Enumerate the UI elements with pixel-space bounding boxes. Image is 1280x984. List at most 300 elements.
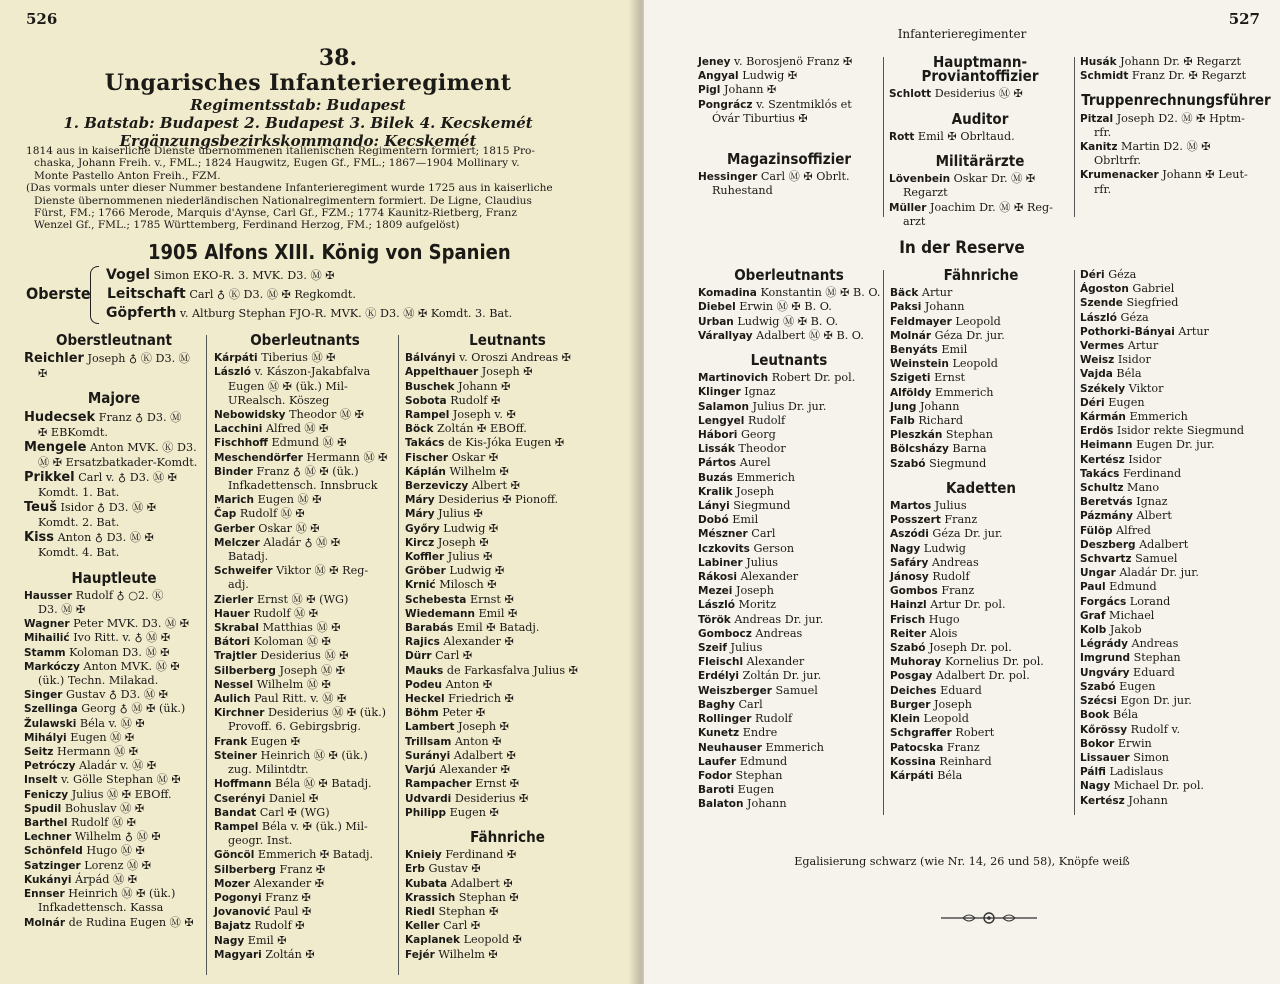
- person-details: Árpád Ⓜ ✠: [74, 872, 138, 886]
- person-details: Joseph ✠: [458, 720, 510, 734]
- person-surname: Schlott: [889, 88, 932, 101]
- person-surname: Spudil: [24, 802, 62, 815]
- list-item: [1080, 382, 1272, 396]
- person-details: Joseph: [736, 484, 775, 498]
- column-reserve-1: [698, 268, 880, 812]
- person-surname: Molnár: [24, 916, 66, 929]
- list-item: [405, 522, 610, 536]
- person-details: Aladár ♁ Ⓜ ✠: [263, 535, 341, 549]
- list-item: [24, 351, 204, 367]
- person-surname: Reiter: [890, 627, 927, 640]
- person-surname: Heckel: [405, 693, 445, 706]
- list-item: [24, 859, 204, 873]
- list-item: [214, 749, 396, 763]
- person-surname: Kirchner: [214, 707, 265, 720]
- person-surname: Husák: [1080, 56, 1117, 68]
- person-details: Edmund: [739, 754, 788, 768]
- person-surname: Kőrössy: [1080, 723, 1128, 736]
- person-surname: Falb: [890, 415, 915, 428]
- person-details: Moritz: [738, 598, 777, 612]
- oberste-list: [106, 266, 512, 323]
- person-details: Emil: [732, 513, 759, 527]
- person-details: Géza Dr. jur.: [934, 328, 1005, 342]
- person-surname: Erdélyi: [698, 670, 740, 683]
- person-surname: Silberberg: [214, 863, 276, 876]
- list-item: [698, 55, 880, 69]
- person-surname: Schönfeld: [24, 845, 83, 858]
- list-item: [1080, 623, 1272, 637]
- column-reserve-2: [890, 268, 1072, 783]
- person-details: Eugen ✠: [449, 805, 499, 819]
- section-heading: Magazinsoffizier: [726, 150, 852, 169]
- person-surname: Keller: [405, 920, 440, 933]
- person-details: Mano: [1127, 481, 1160, 495]
- list-item: [1080, 396, 1272, 410]
- list-item: [1080, 680, 1272, 694]
- left-page: [0, 0, 636, 984]
- person-surname: Skrabal: [214, 622, 260, 635]
- person-details: Aurel: [739, 456, 771, 470]
- person-surname: Mauks: [405, 664, 444, 677]
- list-item: [24, 844, 204, 858]
- person-surname: Dobó: [698, 514, 729, 527]
- list-item: [890, 698, 1072, 712]
- right-page: [644, 0, 1280, 984]
- list-item: [405, 891, 610, 905]
- person-surname: Trajtler: [214, 650, 257, 663]
- list-item: [405, 806, 610, 820]
- person-details: Andreas Dr. jur.: [734, 612, 824, 626]
- person-details: Andreas: [1131, 637, 1179, 651]
- person-details: Artur: [1127, 339, 1159, 353]
- list-item: [1080, 495, 1272, 509]
- person-surname: Pothorki-Bányai: [1080, 325, 1175, 338]
- person-surname: Silberberg: [214, 664, 276, 677]
- person-details: Leopold: [923, 712, 969, 726]
- person-details: Carl ✠ (WG): [259, 805, 330, 819]
- person-details: Stephan ✠: [458, 890, 519, 904]
- person-details: Johann Dr. ✠ Regarzt: [1120, 55, 1241, 68]
- person-details: Johann ✠ Leut-: [1162, 168, 1248, 182]
- person-surname: Steiner: [214, 749, 258, 762]
- person-details: Michael: [1109, 608, 1155, 622]
- person-details: Zoltán ✠ EBOff.: [437, 422, 527, 436]
- list-item: [1080, 794, 1272, 808]
- person-details: Emil: [941, 343, 968, 357]
- list-item: [214, 564, 396, 578]
- person-details: Siegmund: [733, 499, 791, 513]
- entry-continuation: Ⓜ ✠ Ersatzbatkader-Komdt.: [38, 455, 198, 469]
- person-details: Samuel: [775, 683, 818, 697]
- list-item: [698, 783, 880, 797]
- person-details: Isidor: [1128, 452, 1162, 466]
- person-details: Alfred: [1116, 523, 1151, 537]
- list-item: [405, 351, 610, 365]
- list-item: [1080, 723, 1272, 737]
- person-details: Julius: [730, 641, 763, 655]
- list-item: [890, 755, 1072, 769]
- regiment-history: [26, 145, 594, 232]
- section-heading: Leutnants: [750, 351, 828, 370]
- list-item: [1080, 353, 1272, 367]
- person-surname: Beretvás: [1080, 496, 1133, 509]
- list-item: [890, 627, 1072, 641]
- person-surname: Vermes: [1080, 340, 1125, 353]
- person-surname: Erdös: [1080, 425, 1114, 438]
- person-surname: Neuhauser: [698, 741, 762, 754]
- person-surname: Udvardi: [405, 792, 452, 805]
- person-details: Artur: [1178, 324, 1209, 338]
- person-details: Stephan: [1133, 651, 1181, 665]
- list-item: [214, 706, 396, 720]
- list-item: [890, 357, 1072, 371]
- person-surname: Máry: [405, 508, 435, 521]
- person-surname: Gerber: [214, 522, 255, 535]
- person-surname: Lengyel: [698, 414, 745, 427]
- list-item: [1080, 367, 1272, 381]
- column-leutnants: [405, 333, 610, 962]
- section-heading: Fähnriche: [470, 827, 545, 846]
- person-surname: Magyari: [214, 948, 262, 961]
- person-details: Albert: [1136, 509, 1172, 523]
- person-surname: Urban: [698, 315, 734, 328]
- person-surname: Szabó: [890, 457, 926, 470]
- person-surname: Paksi: [890, 301, 922, 314]
- list-item: [214, 891, 396, 905]
- person-surname: Appelthauer: [405, 366, 479, 379]
- person-surname: Fejér: [405, 948, 435, 961]
- person-details: Siegmund: [929, 456, 987, 470]
- list-item: [405, 635, 610, 649]
- list-item: [214, 919, 396, 933]
- person-details: Géza Dr. jur.: [932, 527, 1003, 541]
- entry-continuation: adj.: [228, 578, 249, 592]
- spacer: [698, 126, 880, 134]
- person-surname: Nebowidsky: [214, 409, 286, 422]
- oberst-entry: [107, 285, 512, 304]
- person-surname: Pitzal: [1080, 112, 1114, 125]
- list-item: [405, 919, 610, 933]
- column-top-2: [889, 55, 1071, 229]
- person-details: v. Oroszi Andreas ✠: [459, 351, 571, 365]
- person-details: Ladislaus: [1109, 765, 1164, 779]
- person-details: Desiderius ✠ Pionoff.: [438, 493, 559, 507]
- person-details: Emil ✠ Batadj.: [456, 621, 540, 635]
- list-item: [214, 649, 396, 663]
- person-surname: Böck: [405, 423, 434, 436]
- person-surname: Rollinger: [698, 713, 752, 726]
- list-item: [1080, 751, 1272, 765]
- person-surname: Bäck: [890, 287, 919, 300]
- egalisierung-note: Egalisierung schwarz (wie Nr. 14, 26 und 58), Knöpfe weiß: [794, 855, 1130, 868]
- list-item: [890, 655, 1072, 669]
- person-surname: Knieiy: [405, 849, 442, 862]
- person-details: Isidor ♁ D3. Ⓜ ✠: [60, 501, 157, 515]
- person-details: Hugo Ⓜ ✠: [86, 844, 145, 858]
- list-item: [1080, 694, 1272, 708]
- section-heading: Oberleutnants: [250, 331, 360, 349]
- list-item: [24, 702, 204, 716]
- person-details: Oskar ✠: [451, 450, 499, 464]
- person-surname: Hausser: [24, 589, 73, 602]
- page-number: 526: [26, 10, 58, 28]
- list-item: [1080, 538, 1272, 552]
- list-item: [698, 428, 880, 442]
- person-details: Carl Ⓜ ✠ Obrlt.: [760, 170, 850, 184]
- person-surname: Kaplanek: [405, 934, 461, 947]
- person-surname: Buschek: [405, 380, 455, 393]
- list-item: [24, 816, 204, 830]
- section-heading: Auditor: [951, 109, 1009, 128]
- person-surname: Gombos: [890, 585, 938, 598]
- person-details: Kornelius Dr. pol.: [944, 655, 1044, 669]
- person-surname: Pleszkán: [890, 429, 943, 442]
- person-details: Barna: [952, 442, 987, 456]
- person-details: Franz: [944, 513, 978, 527]
- list-item: [405, 763, 610, 777]
- person-surname: Fülöp: [1080, 524, 1113, 537]
- person-details: de Kis-Jóka Eugen ✠: [448, 436, 565, 450]
- list-item: [1080, 140, 1272, 154]
- person-details: Desiderius ✠: [454, 791, 529, 805]
- person-details: Joseph ♁ Ⓚ D3. Ⓜ: [87, 352, 190, 366]
- entry-continuation: Regarzt: [903, 186, 948, 200]
- person-surname: Dürr: [405, 650, 432, 663]
- person-details: Ludwig ✠: [449, 564, 505, 578]
- person-surname: Baghy: [698, 698, 735, 711]
- list-item: [698, 315, 880, 329]
- person-details: Anton ✠: [454, 734, 502, 748]
- list-item: [214, 934, 396, 948]
- person-details: Anton ✠: [445, 677, 493, 691]
- list-item: [698, 741, 880, 755]
- list-item: [890, 669, 1072, 683]
- person-details: Carl v. ♁ D3. Ⓜ ✠: [78, 471, 178, 485]
- person-details: Alexander ✠: [253, 876, 325, 890]
- list-item: [24, 745, 204, 759]
- person-details: Alfred Ⓜ ✠: [265, 422, 329, 436]
- history-line: Wenzel Gf., FML.; 1785 Württemberg, Ferdinand Herzog, FM.; 1809 aufgelöst): [34, 219, 460, 232]
- person-details: Rudolf Ⓜ ✠: [253, 606, 319, 620]
- list-item: [214, 465, 396, 479]
- list-item: [890, 570, 1072, 584]
- person-surname: Hudecsek: [24, 409, 96, 425]
- section-heading: Truppenrechnungsführer: [1081, 91, 1271, 110]
- person-details: Andreas: [755, 626, 803, 640]
- person-surname: Ungváry: [1080, 666, 1130, 679]
- person-surname: Deiches: [890, 684, 937, 697]
- list-item: [405, 792, 610, 806]
- list-item: [1080, 509, 1272, 523]
- person-surname: Petróczy: [24, 760, 76, 773]
- person-details: Julius: [934, 499, 967, 513]
- entry-continuation: arzt: [903, 214, 926, 228]
- list-item: [698, 527, 880, 541]
- person-surname: Kiss: [24, 530, 55, 546]
- person-details: Erwin Ⓜ ✠ B. O.: [739, 300, 832, 314]
- person-surname: Marich: [214, 494, 255, 507]
- list-item: [1080, 268, 1272, 282]
- person-details: Georg ♁ Ⓜ ✠ (ük.): [81, 702, 186, 716]
- list-item: [890, 300, 1072, 314]
- list-item: [698, 641, 880, 655]
- history-line: (Das vormals unter dieser Nummer bestandene Infanterieregiment wurde 1725 aus in kaiserliche: [26, 182, 553, 195]
- person-surname: Lacchini: [214, 423, 263, 436]
- person-surname: Seitz: [24, 746, 54, 759]
- person-surname: Melczer: [214, 536, 260, 549]
- person-surname: Erb: [405, 863, 425, 876]
- regiment-header: [0, 46, 636, 150]
- person-surname: Vogel: [106, 267, 151, 283]
- person-details: Alexander: [746, 655, 805, 669]
- person-surname: Frisch: [890, 613, 926, 626]
- person-surname: Deszberg: [1080, 538, 1136, 551]
- person-surname: Szeif: [698, 642, 727, 655]
- section-heading: Oberstleutnant: [55, 331, 173, 349]
- person-details: Leopold ✠: [463, 933, 522, 947]
- person-details: Julius Dr. jur.: [752, 399, 827, 413]
- person-details: Alexander ✠: [443, 635, 514, 649]
- person-surname: Lechner: [24, 831, 72, 844]
- list-item: [214, 536, 396, 550]
- list-item: [1080, 651, 1272, 665]
- person-details: Tiberius Ⓜ ✠: [261, 351, 336, 365]
- list-item: [698, 684, 880, 698]
- person-surname: Bokor: [1080, 737, 1115, 750]
- person-details: Joseph D2. Ⓜ ✠ Hptm-: [1116, 111, 1245, 125]
- person-surname: Book: [1080, 709, 1110, 722]
- list-item: [890, 414, 1072, 428]
- person-surname: Jeney: [698, 56, 731, 68]
- person-surname: Takács: [1080, 467, 1120, 480]
- list-item: [698, 329, 880, 343]
- list-item: [698, 98, 880, 112]
- person-details: Lorand: [1129, 594, 1171, 608]
- person-details: Gerson: [753, 541, 795, 555]
- list-item: [890, 726, 1072, 740]
- list-item: [405, 607, 610, 621]
- person-surname: Klein: [890, 713, 920, 726]
- person-details: Desiderius Ⓜ ✠: [934, 87, 1023, 101]
- person-surname: Rampel: [214, 820, 259, 833]
- person-details: Béla v. Ⓜ ✠: [79, 716, 145, 730]
- person-details: Wilhelm ✠: [438, 947, 498, 961]
- person-surname: Martinovich: [698, 372, 769, 385]
- column-rule: [1074, 270, 1075, 815]
- list-item: [214, 436, 396, 450]
- person-surname: Paul: [1080, 581, 1106, 594]
- person-details: Konstantin Ⓜ ✠ B. O.: [760, 286, 881, 300]
- person-surname: Schweifer: [214, 565, 273, 578]
- person-details: Georg: [740, 428, 776, 442]
- person-details: Franz Dr. ✠ Regarzt: [1131, 69, 1247, 83]
- person-details: Zoltán Dr. jur.: [742, 669, 822, 683]
- list-item: [1080, 339, 1272, 353]
- ornament-icon: [939, 908, 1039, 928]
- person-details: v. Gölle Stephan Ⓜ ✠: [60, 773, 181, 787]
- person-details: Joseph v. ✠: [452, 408, 516, 422]
- person-details: Hugo: [928, 612, 960, 626]
- list-item: [405, 749, 610, 763]
- erganzungsbezirk: Ergänzungsbezirkskommando: Kecskemét: [119, 132, 477, 150]
- person-details: Siegfried: [1126, 296, 1179, 310]
- list-item: [405, 593, 610, 607]
- person-surname: Hessinger: [698, 171, 758, 184]
- person-surname: Riedl: [405, 905, 435, 918]
- list-item: [1080, 580, 1272, 594]
- person-surname: Nessel: [214, 678, 254, 691]
- person-surname: Leitschaft: [107, 286, 186, 302]
- list-item: [24, 788, 204, 802]
- person-surname: Prikkel: [24, 470, 75, 486]
- list-item: [1080, 311, 1272, 325]
- list-item: [24, 773, 204, 787]
- person-details: Béla: [1116, 367, 1142, 381]
- person-details: de Rudina Eugen Ⓜ ✠: [68, 915, 194, 929]
- person-surname: Barabás: [405, 622, 454, 635]
- person-surname: Jovanović: [214, 906, 271, 919]
- person-surname: Déri: [1080, 269, 1105, 281]
- person-surname: Szabó: [1080, 680, 1116, 693]
- list-item: [1080, 524, 1272, 538]
- person-details: Eugen Dr. jur.: [1136, 438, 1215, 452]
- list-item: [214, 593, 396, 607]
- list-item: [405, 621, 610, 635]
- list-item: [698, 797, 880, 811]
- list-item: [214, 635, 396, 649]
- list-item: [405, 735, 610, 749]
- person-surname: Krumenacker: [1080, 169, 1159, 182]
- person-surname: Gröber: [405, 565, 446, 578]
- list-item: [24, 631, 204, 645]
- person-details: Adalbert: [1139, 537, 1189, 551]
- list-item: [405, 451, 610, 465]
- list-item: [405, 578, 610, 592]
- person-details: Koloman D3. Ⓜ ✠: [69, 645, 170, 659]
- list-item: [698, 385, 880, 399]
- person-details: Emmerich: [935, 385, 994, 399]
- person-surname: Mengele: [24, 439, 87, 455]
- list-item: [24, 500, 204, 516]
- person-surname: Pártos: [698, 457, 737, 470]
- person-details: Ignaz: [744, 385, 776, 399]
- list-item: [890, 769, 1072, 783]
- person-surname: Krnić: [405, 579, 436, 592]
- person-details: Carl ✠: [443, 919, 481, 933]
- oberst-entry: [106, 304, 512, 323]
- person-surname: Várallyay: [698, 329, 753, 342]
- regiment-number: 38.: [318, 45, 358, 71]
- person-details: v. Borosjenö Franz ✠: [734, 55, 853, 68]
- list-item: [890, 343, 1072, 357]
- person-details: de Farkasfalva Julius ✠: [446, 663, 579, 677]
- person-details: Erwin: [1117, 736, 1152, 750]
- list-item: [24, 717, 204, 731]
- person-details: Matthias Ⓜ ✠: [262, 621, 341, 635]
- person-surname: Hoffmann: [214, 778, 272, 791]
- person-surname: Kralik: [698, 485, 733, 498]
- column-rule: [398, 335, 399, 975]
- person-surname: László: [1080, 311, 1117, 324]
- list-item: [889, 201, 1071, 215]
- list-item: [1080, 708, 1272, 722]
- entry-continuation: Komdt. 2. Bat.: [38, 516, 120, 530]
- person-details: Emmerich: [1129, 410, 1188, 424]
- person-details: Artur Dr. pol.: [930, 598, 1006, 612]
- person-details: Martin D2. Ⓜ ✠: [1121, 140, 1211, 154]
- person-surname: Čap: [214, 508, 237, 521]
- person-surname: Ágoston: [1080, 283, 1129, 296]
